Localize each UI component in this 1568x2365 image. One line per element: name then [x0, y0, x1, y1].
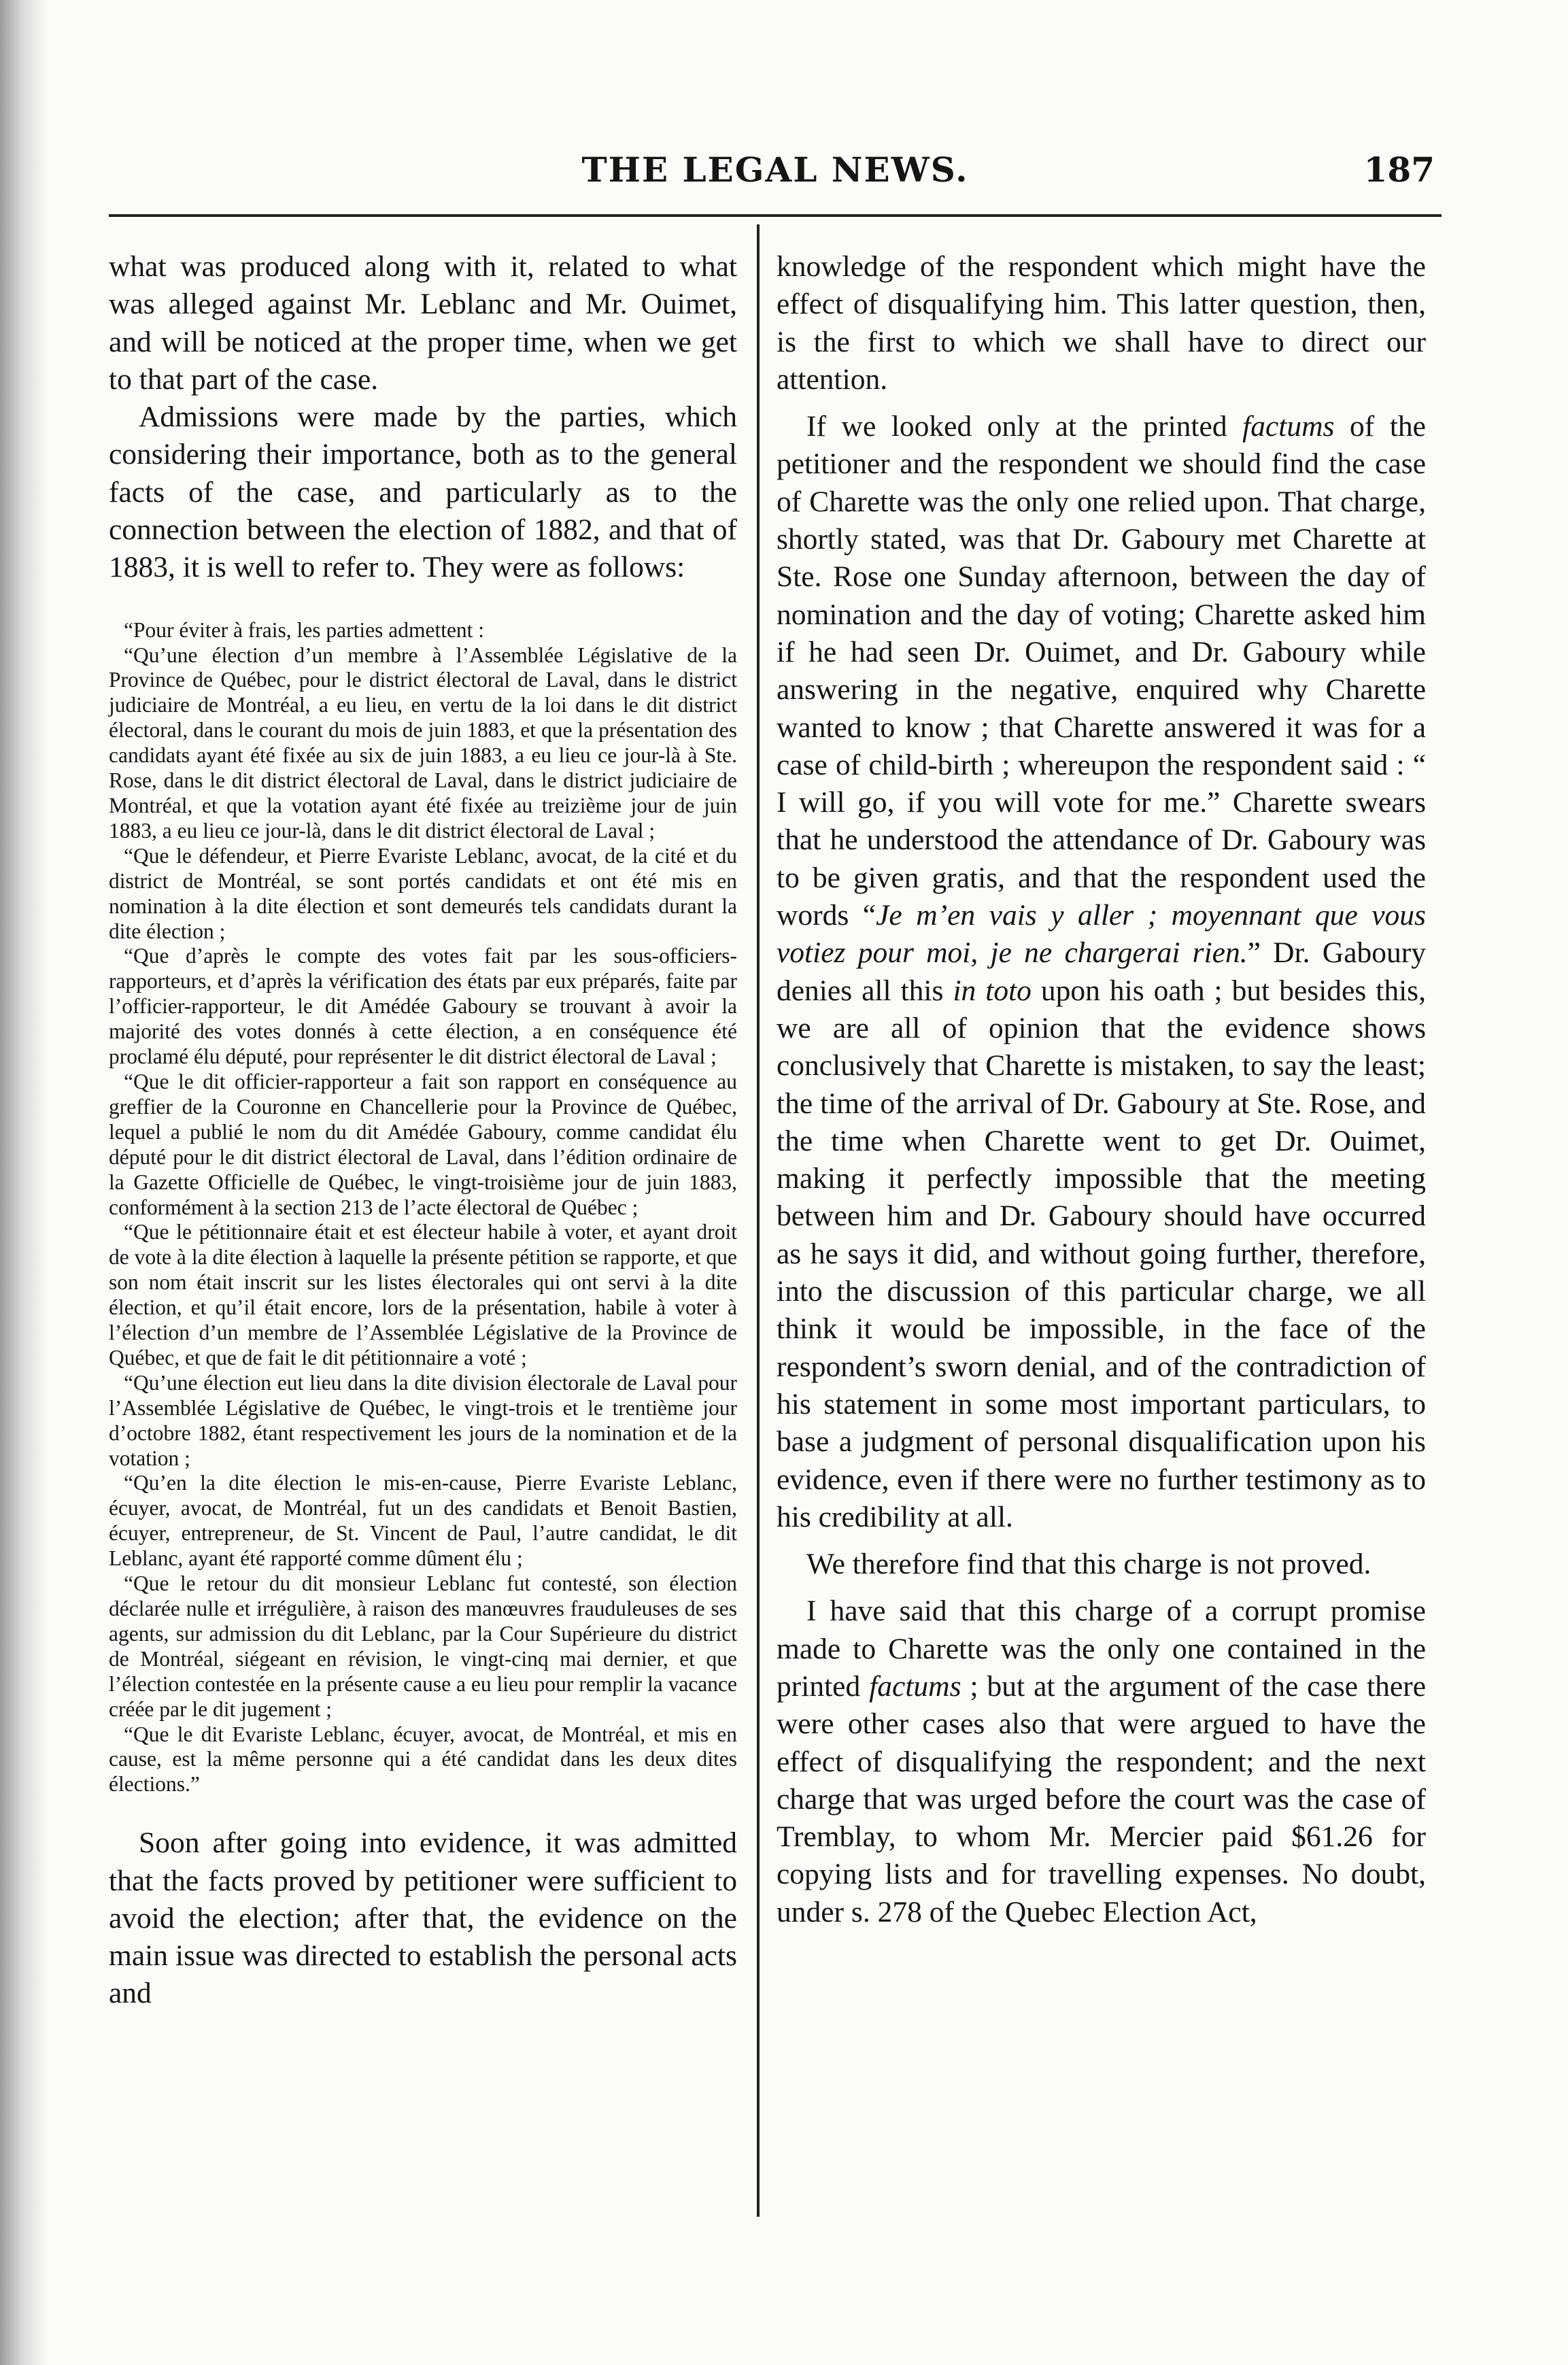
italic-term: factums	[869, 1669, 961, 1703]
finding-paragraph: We therefore find that this charge is not proved.	[806, 1548, 1371, 1581]
text-run: ” Dr. Gaboury denies all this	[777, 936, 1426, 1007]
right-column	[777, 248, 1426, 1931]
page-header	[116, 143, 1435, 197]
quote-line: “Pour éviter à frais, les parties admettent :	[124, 617, 485, 642]
italic-term: factums	[1242, 410, 1335, 443]
header-rule	[109, 214, 1442, 217]
charette-paragraph	[777, 408, 1426, 1536]
quote-line: “Que le pétitionnaire était et est électeur habile à voter, et ayant droit de vote à la dite élection à laquelle la présente pétition se rapporte, et que son nom était inscrit sur les listes électorales qui ont servi à la dite élection, et qu’il était encore, lors de la présentation, habile à voter à l’élection d’un membre de l’Assemblée Législative de la Province de Québec, et que de fait le dit pétitionnaire a voté ;	[109, 1220, 737, 1369]
quote-line: “Que le retour du dit monsieur Leblanc fut contesté, son élection déclarée nulle et irrégulière, à raison des manœuvres frauduleuses de ses agents, sur admission du dit Leblanc, par la Cour Supérieure du district de Montréal, siégeant en révision, le vingt-cinq mai dernier, et que l’élection contestée en la présente cause a eu lieu pour remplir la vacance créée par le dit jugement ;	[109, 1571, 737, 1721]
evidence-paragraph: Soon after going into evidence, it was admitted that the facts proved by petitioner were sufficient to avoid the election; after that, the evidence on the main issue was directed to establish the personal acts and	[109, 1826, 737, 2010]
quote-line: “Qu’une élection eut lieu dans la dite division électorale de Laval pour l’Assemblée Législative de Québec, le vingt-trois et le trentième jour d’octobre 1882, étant respectivement les jours de la nomination et de la votation ;	[109, 1370, 737, 1470]
quote-line: “Que le dit officier-rapporteur a fait son rapport en conséquence au greffier de la Couronne en Chancellerie pour la Province de Québec, lequel a publié le nom du dit Amédée Gaboury, comme candidat élu député pour le dit district électoral de Laval, dans l’édition ordinaire de la Gazette Officielle de Québec, le vingt-troisième jour de juin 1883, conformément à la section 213 de l’acte électoral de Québec ;	[109, 1069, 737, 1219]
text-run: If we looked only at the printed	[806, 410, 1243, 443]
quote-line: “Que d’après le compte des votes fait par les sous-officiers-rapporteurs, et d’après la vérification des états par eux préparés, faite par l’officier-rapporteur, le dit Amédée Gaboury se trouvant à avoir la majorité des votes donnés à cette élection, a en conséquence été proclamé élu député, pour représenter le dit district électoral de Laval ;	[109, 944, 737, 1069]
knowledge-paragraph: knowledge of the respondent which might have the effect of disqualifying him. This latter question, then, is the first to which we shall have to direct our attention.	[777, 250, 1426, 396]
quote-line: “Que le défendeur, et Pierre Evariste Leblanc, avocat, de la cité et du district de Montréal, se sont portés candidats et ont été mis en nomination à la dite élection et sont demeurés tels candidats durant la dite élection ;	[109, 843, 737, 943]
admissions-paragraph: Admissions were made by the parties, which considering their importance, both as to the general facts of the case, and particularly as to the connection between the election of 1882, and that of 1883, it is well to refer to. They were as follows:	[109, 401, 737, 584]
quote-line: “Qu’en la dite élection le mis-en-cause, Pierre Evariste Leblanc, écuyer, avocat, de Montréal, fut un des candidats et Benoit Bastien, écuyer, entrepreneur, de St. Vincent de Paul, l’autre candidat, le dit Leblanc, ayant été rapporté comme dûment élu ;	[109, 1471, 737, 1571]
text-run: ; but at the argument of the case there were other cases also that were argued to have the effect of disqualifying the respondent; and the next charge that was urged before the court was the case of Tremblay, to whom Mr. Mercier paid $61.26 for copying lists and for travelling expenses. No doubt, under s. 278 of the Quebec Election Act,	[777, 1669, 1427, 1928]
page-binding-edge	[0, 0, 48, 2365]
text-run: upon his oath ; but besides this, we are all of opinion that the evidence shows conclusively that Charette is mistaken, to say the least; the time of the arrival of Dr. Gaboury at Ste. Rose, and the time when Charette went to get Dr. Ouimet, making it perfectly impossible that the meeting between him and Dr. Gaboury should have occurred as he says it did, and without going further, therefore, into the discussion of this particular charge, we all think it would be impossible, in the face of the respondent’s sworn denial, and of the contradiction of his statement in some most important particulars, to base a judgment of personal disqualification upon his evidence, even if there were no further testimony as to his credibility at all.	[777, 974, 1426, 1533]
intro-paragraph: what was produced along with it, related to what was alleged against Mr. Leblanc and Mr. Ouimet, and will be noticed at the proper time, when we get to that part of the case.	[109, 250, 737, 396]
running-title: THE LEGAL NEWS.	[581, 150, 969, 190]
admissions-quote	[109, 618, 737, 1798]
text-run: I have said that this charge of a corrupt promise made to Charette was the only one contained in the printed	[777, 1595, 1426, 1703]
text-run: of the petitioner and the respondent we should find the case of Charette was the only one relied upon. That charge, shortly stated, was that Dr. Gaboury met Charette at Ste. Rose one Sunday afternoon, between the day of nomination and the day of voting; Charette asked him if he had seen Dr. Ouimet, and Dr. Gaboury while answering in the negative, enquired why Charette wanted to know ; that Charette answered it was for a case of child-birth ; whereupon the respondent said : “ I will go, if you will vote for me.” Charette swears that he understood the attendance of Dr. Gaboury was to be given gratis, and that the respondent used the words “	[777, 410, 1426, 932]
column-divider	[757, 224, 760, 2217]
italic-term: in toto	[953, 974, 1032, 1007]
left-column	[109, 248, 737, 2013]
quote-line: “Que le dit Evariste Leblanc, écuyer, avocat, de Montréal, et mis en cause, est la même personne qui a été candidat dans les deux dites élections.”	[109, 1722, 737, 1797]
tremblay-paragraph	[777, 1593, 1426, 1931]
page-number: 187	[1363, 150, 1435, 190]
french-quote: Je m’en vais y aller ; moyennant que vous votiez pour moi, je ne chargerai rien.	[777, 899, 1426, 970]
quote-line: “Qu’une élection d’un membre à l’Assemblée Législative de la Province de Québec, pour le district électoral de Laval, dans le district judiciaire de Montréal, a eu lieu, en vertu de la loi dans le dit district électoral, dans le courant du mois de juin 1883, et que la présentation des candidats ayant été fixée au six de juin 1883, a eu lieu ce jour-là à Ste. Rose, dans le dit district électoral de Laval, dans le district judiciaire de Montréal, et que la votation ayant été fixée au treizième jour de juin 1883, a eu lieu ce jour-là, dans le dit district électoral de Laval ;	[109, 643, 737, 843]
